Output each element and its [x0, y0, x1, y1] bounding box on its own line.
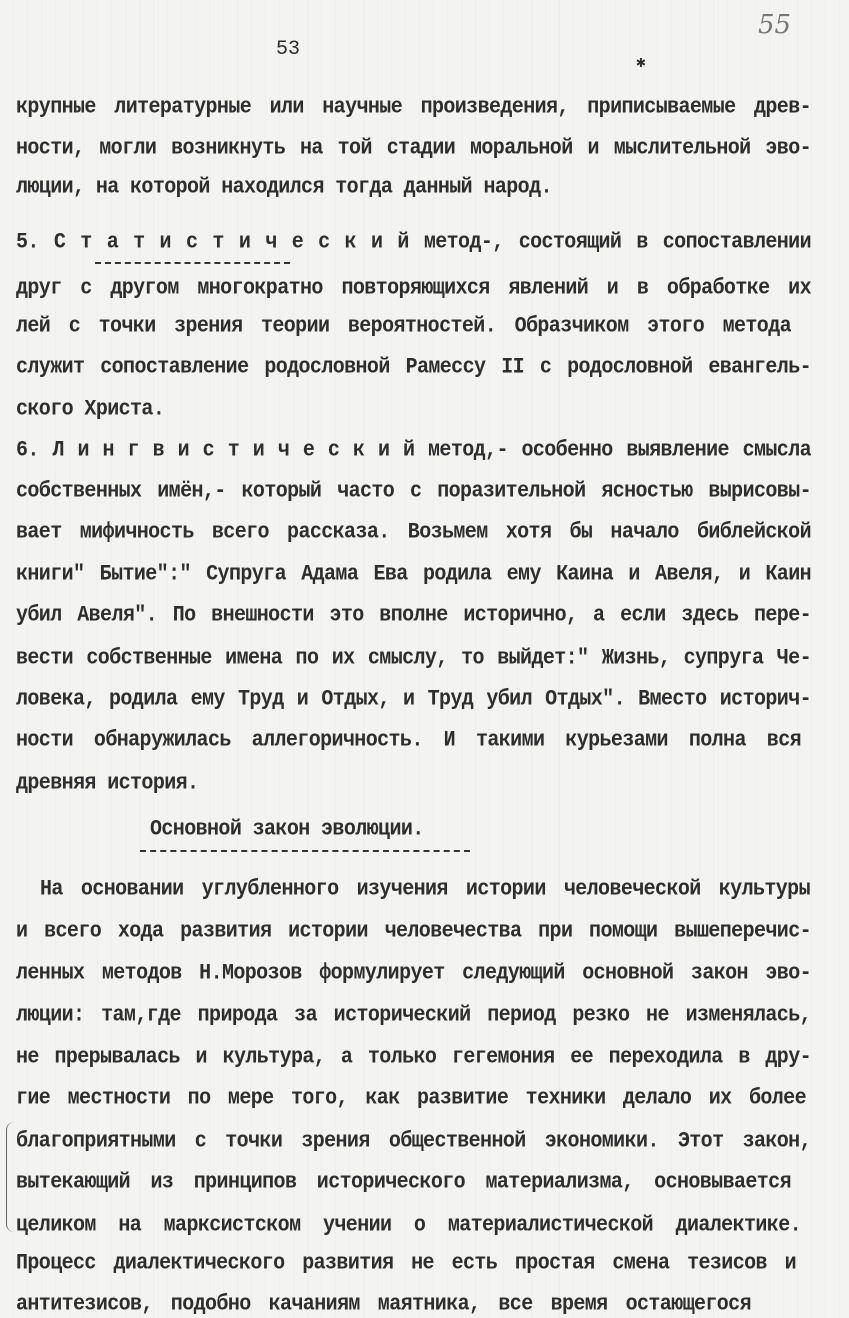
text-line: друг с другом многократно повторяющихся явлений и в обработке их — [16, 275, 811, 302]
text-line: и всего хода развития истории человечества при помощи вышеперечис- — [16, 918, 811, 945]
margin-bracket — [6, 1122, 15, 1232]
text-line: 6. Л и н г в и с т и ч е с к и й метод,- особенно выявление смысла — [16, 437, 811, 464]
text-line: вести собственные имена по их смыслу, то выйдет:" Жизнь, супруга Че- — [16, 645, 811, 672]
text-line: ленных методов Н.Морозов формулирует следующий основной закон эво- — [16, 960, 811, 987]
text-line: убил Авеля". По внешности это вполне исторично, а если здесь пере- — [16, 602, 811, 629]
text-line: антитезисов, подобно качаниям маятника, все время остающегося — [16, 1291, 751, 1318]
text-line: собственных имён,- который часто с поразительной ясностью вырисовы- — [16, 478, 811, 505]
text-line: благоприятными с точки зрения общественной экономики. Этот закон, — [16, 1128, 811, 1155]
underline-heading — [140, 850, 470, 852]
text-line: 5. С т а т и с т и ч е с к и й метод-, состоящий в сопоставлении — [16, 229, 811, 256]
text-line: древняя история. — [16, 770, 199, 797]
text-line: люции: там,где природа за исторический период резко не изменялась, — [16, 1002, 811, 1029]
page-number: 53 — [276, 38, 301, 61]
text-line: Процесс диалектического развития не есть простая смена тезисов и — [16, 1250, 796, 1277]
text-line: ности, могли возникнуть на той стадии моральной и мыслительной эво- — [16, 135, 811, 162]
text-line: не прерывалась и культура, а только гегемония ее переходила в дру- — [16, 1044, 811, 1071]
text-line: вает мифичность всего рассказа. Возьмем хотя бы начало библейской — [16, 519, 811, 546]
text-line: ности обнаружилась аллегоричность. И такими курьезами полна вся — [16, 727, 801, 754]
text-line: ловека, родила ему Труд и Отдых, и Труд убил Отдых". Вместо историч- — [16, 686, 811, 713]
text-line: гие местности по мере того, как развитие техники делало их более — [16, 1085, 806, 1112]
text-line: служит сопоставление родословной Рамессу II с родословной евангель- — [16, 354, 811, 381]
text-line: крупные литературные или научные произведения, приписываемые древ- — [16, 94, 811, 121]
text-line: вытекающий из принципов исторического материализма, основывается — [16, 1169, 791, 1196]
text-line: целиком на марксистском учении о материалистической диалектике. — [16, 1212, 801, 1239]
text-line: лей с точки зрения теории вероятностей. Образчиком этого метода — [16, 313, 791, 340]
text-line: книги" Бытие":" Супруга Адама Ева родила ему Каина и Авеля, и Каин — [16, 561, 811, 588]
section-heading: Основной закон эволюции. — [150, 816, 424, 843]
text-line: На основании углубленного изучения истории человеческой культуры — [40, 876, 810, 903]
handwritten-archive-number: 55 — [758, 10, 792, 40]
asterisk-mark: ✱ — [636, 54, 646, 72]
text-line: ского Христа. — [16, 396, 165, 423]
text-line: люции, на которой находился тогда данный народ. — [16, 174, 552, 201]
underline-statistical — [95, 262, 290, 264]
